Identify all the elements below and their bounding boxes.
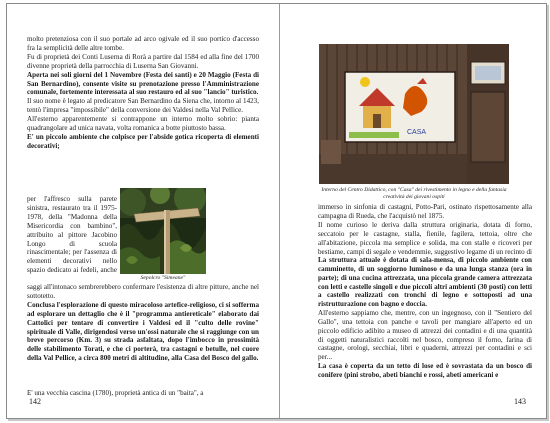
- paragraph: Aperta nei soli giorni del 1 Novembre (Festa dei santi) e 20 Maggio (Festa di San Bernardino), consente visite su prenotazione presso l'Amministrazione comunale, fortemente interessata al suo restauro ed al suo "lancio" turistico.: [27, 70, 259, 97]
- page-number-left: 142: [29, 397, 41, 406]
- paragraph: per l'affresco sulla parete sinistra, restaurato tra il 1975-1978, della "Madonna della Misericordia con bambino", attribuito al pittore Jacobino Longo di scuola rinascimentale; per l'assenza di elementi decorativi nello spazio dedicato ai fedeli, anche: [27, 195, 117, 275]
- left-bottom-text: [27, 283, 259, 398]
- right-page: [280, 4, 546, 418]
- left-wrap-text: [27, 195, 117, 275]
- paragraph: E' un piccolo ambiente che colpisce per l'abside gotica ricoperta di elementi decorativi;: [27, 132, 259, 150]
- paragraph: saggi all'intonaco sembrerebbero confermare l'esistenza di altre pitture, anche nel sottotetto.: [27, 283, 259, 300]
- paragraph: Fu di proprietà dei Conti Luserna di Rorà a partire dal 1584 ed alla fine del 1700 divenne proprietà della parrocchia di Luserna San Giovanni.: [27, 52, 259, 70]
- signpost-photo: [120, 188, 206, 274]
- paragraph: Il nome curioso le deriva dalla struttura originaria, dotata di forno, seccatoio per le castagne, stalla, fienile, fagilera, tettoia, oltre che all'abitazione, piccola ma semplice e solida, ma con stalle e ricoveri per bestiame, campi di segale e vendemmie, suggestivo legame di un recinto di: [318, 220, 532, 256]
- signpost-caption: Sepolcro "Simeane": [140, 275, 186, 281]
- paragraph: La struttura attuale è dotata di sala-mensa, di piccolo ambiente con camminetto, di un soggiorno luminoso e da una lunga stanza (ora in parte); di una cucina attrezzata, una piccola grande camera attrezzata con letti e castelle singoli e due piccoli altri ambienti (30 posti) con letti a castello realizzati con tronchi di legno e sottoposti ad una ristrutturazione con bagno e doccia.: [318, 255, 532, 309]
- paragraph: molto pretenziosa con il suo portale ad arco ogivale ed il suo portico d'accesso fra la semplicità delle altre tombe.: [27, 35, 259, 52]
- wooden-interior-image: [319, 44, 509, 184]
- paragraph: La casa è coperta da un tetto di lose ed è sovrastata da un bosco di conifere (pini strobo, abeti bianchi e rossi, abeti americani e: [318, 361, 532, 379]
- paragraph: immerso in sinfonia di castagni, Potto-Pari, ostinato rispettosamente alla campagna di Rueda, che l'acquistò nel 1875.: [318, 203, 532, 220]
- svg-text:CASA: CASA: [407, 129, 427, 136]
- page-number-right: 143: [514, 397, 526, 406]
- paragraph: Il suo nome è legato al predicatore San Bernardino da Siena che, intorno al 1423, tentò l'impresa "impossibile" della conversione dei Valdesi nella Val Pellice.: [27, 97, 259, 115]
- interior-caption: Interno del Centro Didattico, con "Casa" dei rivestimento in legno e della fantasia creatività dei giovani ospiti: [321, 187, 507, 200]
- book-spread: [6, 3, 547, 419]
- forest-signpost-image: [120, 188, 206, 274]
- paragraph: E' una vecchia cascina (1780), proprietà antica di un "baita", a: [27, 388, 204, 397]
- paragraph: Conclusa l'esplorazione di questo miracoloso artefice-religioso, ci si sofferma ad esplorare un dettaglio che è il "programma antiereticale" elaborato dai Cattolici per tentare di convertire i Valdesi ed il "culto delle rovine" spirituale di Valle, dirigendosi verso un'ossi naturale che si raggiunge con un breve percorso (Km. 3) su strada asfaltata, dopo l'imbocco in prossimità delle stabilimento Torati, e che ci porterà, tra castagni e betulle, nel cuore della Val Pellice, a circa 800 metri di altitudine, alla Casa del Bosco del gallo.: [27, 300, 259, 363]
- paragraph: All'esterno sappiamo che, mentre, con un ingegnoso, con il "Sentiero del Gallo", una tettoia con panche e tavoli per mangiare all'aperto ed un piccolo edificio adibito a museo di attrezzi dei contadini e di una quantità di oggetti naturalistici raccolti nel bosco, compreso il forno, farina di castagne, orologi, secchiai, libri e quaderni, attrezzi per contadini e sci per...: [318, 308, 532, 362]
- paragraph: All'esterno apparentemente si contrappone un interno molto sobrio: pianta quadrangolare ad unica navata, volta romanica a botte piuttosto bassa.: [27, 115, 259, 133]
- interior-photo: [319, 44, 509, 184]
- right-body-text: [318, 203, 532, 380]
- left-top-text: [27, 35, 259, 151]
- left-page: [7, 4, 279, 418]
